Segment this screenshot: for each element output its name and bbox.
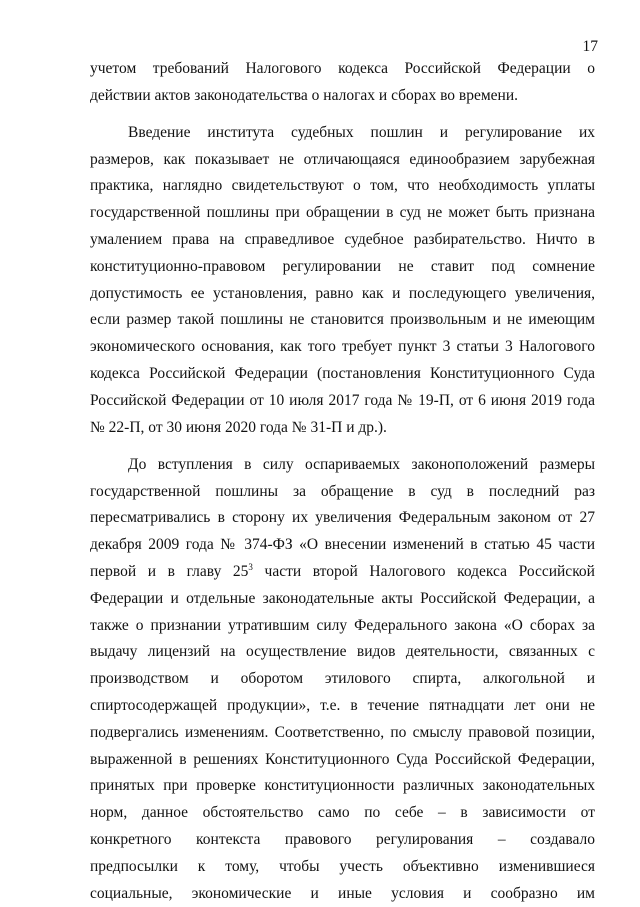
text-line: размеров, как показывает не отличающаяся единообразием зарубежная: [90, 147, 595, 174]
text-line: конституционно-правовом регулировании не ставит под сомнение: [90, 254, 595, 281]
text-line: государственной пошлины при обращении в суд не может быть признана: [90, 200, 595, 227]
text-line: норм, данное обстоятельство само по себе – в зависимости от: [90, 800, 595, 827]
text-line: умалением права на справедливое судебное разбирательство. Ничто в: [90, 227, 595, 254]
superscript: 3: [248, 562, 253, 572]
text-line: пересматривались в сторону их увеличения Федеральным законом от 27: [90, 505, 595, 532]
text-line: спиртосодержащей продукции», т.е. в течение пятнадцати лет они не: [90, 693, 595, 720]
text-line: экономического основания, как того требует пункт 3 статьи 3 Налогового: [90, 334, 595, 361]
text-line: если размер такой пошлины не становится произвольным и не имеющим: [90, 307, 595, 334]
text-line: № 22-П, от 30 июня 2020 года № 31-П и др.).: [90, 415, 595, 442]
text-line: производством и оборотом этилового спирта, алкогольной и: [90, 666, 595, 693]
text-line: государственной пошлины за обращение в суд в последний раз: [90, 479, 595, 506]
text-line: учетом требований Налогового кодекса Российской Федерации о: [90, 56, 595, 83]
text-line: выраженной в решениях Конституционного Суда Российской Федерации,: [90, 747, 595, 774]
text-fragment: части второй Налогового кодекса Российской: [253, 563, 595, 580]
paragraph-3: [90, 452, 595, 907]
text-line: действии актов законодательства о налогах и сборах во времени.: [90, 83, 595, 110]
text-line: Введение института судебных пошлин и регулирование их: [90, 120, 595, 147]
text-line: декабря 2009 года № 374-ФЗ «О внесении изменений в статью 45 части: [90, 532, 595, 559]
text-line-with-superscript: [90, 559, 595, 586]
text-line: Федерации и отдельные законодательные акты Российской Федерации, а: [90, 586, 595, 613]
text-line: подвергались изменениям. Соответственно, по смыслу правовой позиции,: [90, 720, 595, 747]
document-body: [90, 56, 595, 907]
text-line: Российской Федерации от 10 июля 2017 года № 19-П, от 6 июня 2019 года: [90, 388, 595, 415]
text-line: До вступления в силу оспариваемых законоположений размеры: [90, 452, 595, 479]
text-line: допустимость ее установления, равно как и последующего увеличения,: [90, 281, 595, 308]
text-line: практика, наглядно свидетельствуют о том, что необходимость уплаты: [90, 173, 595, 200]
page-number: 17: [583, 38, 599, 56]
text-line: принятых при проверке конституционности различных законодательных: [90, 773, 595, 800]
text-line: конкретного контекста правового регулирования – создавало: [90, 827, 595, 854]
text-line: кодекса Российской Федерации (постановления Конституционного Суда: [90, 361, 595, 388]
text-line: социальные, экономические и иные условия и сообразно им: [90, 881, 595, 907]
paragraph-2: [90, 120, 595, 442]
text-fragment: первой и в главу 25: [90, 563, 248, 580]
text-line: также о признании утратившим силу Федерального закона «О сборах за: [90, 613, 595, 640]
paragraph-1: [90, 56, 595, 110]
text-line: предпосылки к тому, чтобы учесть объективно изменившиеся: [90, 854, 595, 881]
text-line: выдачу лицензий на осуществление видов деятельности, связанных с: [90, 639, 595, 666]
